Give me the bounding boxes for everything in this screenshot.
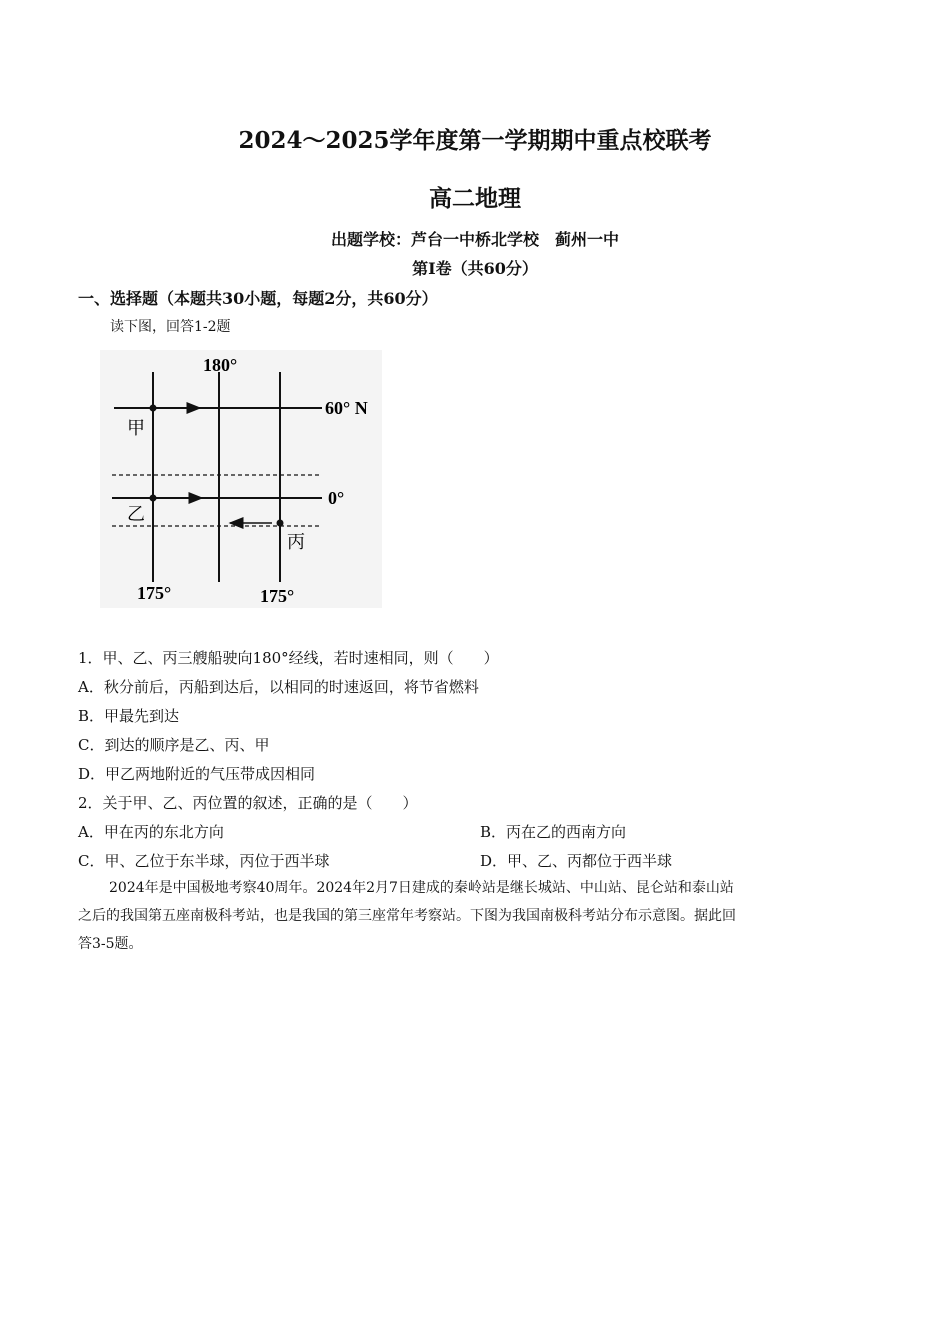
question-1-option-c: C．到达的顺序是乙、丙、甲 [78, 736, 270, 754]
question-1-option-a: A．秋分前后，丙船到达后，以相同的时速返回，将节省燃料 [78, 678, 479, 696]
passage-line-2: 之后的我国第五座南极科考站，也是我国的第三座常年考察站。下图为我国南极科考站分布示意图。据此回 [78, 908, 736, 924]
passage [78, 874, 874, 958]
label-equator: 0° [328, 488, 345, 508]
map-background [100, 350, 382, 608]
section-intro: 读下图，回答1-2题 [110, 319, 231, 335]
exam-title: 2024～2025学年度第一学期期中重点校联考 [238, 127, 712, 154]
label-175-left: 175° [137, 583, 172, 603]
label-yi: 乙 [127, 504, 145, 525]
label-bing: 丙 [287, 532, 305, 553]
schools-line: 出题学校：芦台一中桥北学校 蓟州一中 [330, 230, 619, 249]
question-2-option-b: B．丙在乙的西南方向 [480, 823, 627, 841]
longitude-latitude-map [100, 350, 382, 608]
question-2-option-d: D．甲、乙、丙都位于西半球 [480, 852, 673, 870]
question-1-option-d: D．甲乙两地附近的气压带成因相同 [78, 765, 316, 783]
question-2-option-a: A．甲在丙的东北方向 [78, 823, 224, 841]
question-2-stem: 2．关于甲、乙、丙位置的叙述，正确的是（ ） [78, 794, 418, 812]
point-bing [277, 520, 284, 527]
label-60n: 60° N [325, 398, 368, 418]
label-175-right: 175° [260, 586, 295, 606]
volume-line: 第Ⅰ卷（共60分） [412, 259, 538, 278]
passage-line-1: 2024年是中国极地考察40周年。2024年2月7日建成的秦岭站是继长城站、中山站、昆仑站和泰山站 [109, 880, 734, 896]
point-jia [150, 405, 157, 412]
point-yi [150, 495, 157, 502]
question-2-option-c: C．甲、乙位于东半球，丙位于西半球 [78, 852, 330, 870]
question-1-option-b: B．甲最先到达 [78, 707, 180, 725]
label-jia: 甲 [127, 418, 145, 439]
question-1-stem: 1．甲、乙、丙三艘船驶向180°经线，若时速相同，则（ ） [78, 649, 499, 667]
label-180: 180° [203, 355, 238, 375]
section-title: 一、选择题（本题共30小题，每题2分，共60分） [78, 289, 438, 308]
subject-title: 高二地理 [429, 185, 521, 212]
passage-line-3: 答3-5题。 [78, 936, 143, 952]
